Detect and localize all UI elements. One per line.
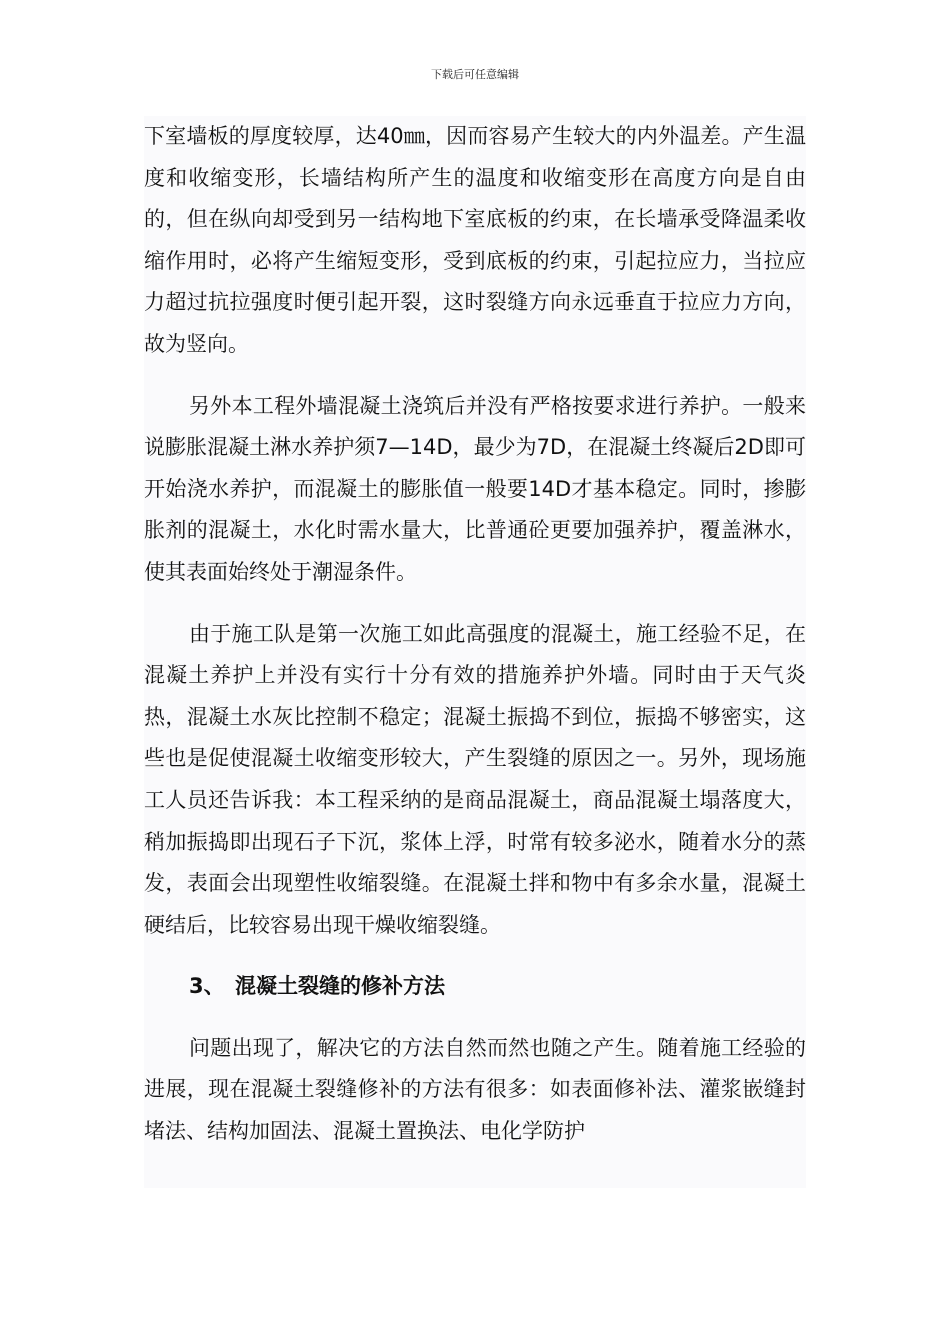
document-body	[144, 116, 806, 1188]
section-heading	[144, 966, 806, 1008]
section-title: 混凝土裂缝的修补方法	[235, 974, 445, 999]
page-header: 下载后可任意编辑	[431, 68, 519, 81]
paragraph-curing: 另外本工程外墙混凝土浇筑后并没有严格按要求进行养护。一般来说膨胀混凝土淋水养护须7—14D，最少为7D，在混凝土终凝后2D即可开始浇水养护，而混凝土的膨胀值一般要14D才基本稳定。同时，掺膨胀剂的混凝土，水化时需水量大，比普通砼更要加强养护，覆盖淋水，使其表面始终处于潮湿条件。	[144, 393, 806, 584]
paragraph-repair-methods: 问题出现了，解决它的方法自然而然也随之产生。随着施工经验的进展，现在混凝土裂缝修补的方法有很多：如表面修补法、灌浆嵌缝封堵法、结构加固法、混凝土置换法、电化学防护	[144, 1035, 806, 1144]
paragraph-construction-team: 由于施工队是第一次施工如此高强度的混凝土，施工经验不足，在混凝土养护上并没有实行十分有效的措施养护外墙。同时由于天气炎热，混凝土水灰比控制不稳定；混凝土振捣不到位，振捣不够密实，这些也是促使混凝土收缩变形较大，产生裂缝的原因之一。另外，现场施工人员还告诉我：本工程采纳的是商品混凝土，商品混凝土塌落度大，稍加振捣即出现石子下沉，浆体上浮，时常有较多泌水，随着水分的蒸发，表面会出现塑性收缩裂缝。在混凝土拌和物中有多余水量，混凝土硬结后，比较容易出现干燥收缩裂缝。	[144, 621, 806, 937]
section-number: 3、	[189, 974, 225, 999]
paragraph-wall-cracks: 下室墙板的厚度较厚，达40㎜，因而容易产生较大的内外温差。产生温度和收缩变形，长墙结构所产生的温度和收缩变形在高度方向是自由的，但在纵向却受到另一结构地下室底板的约束，在长墙承受降温柔收缩作用时，必将产生缩短变形，受到底板的约束，引起拉应力，当拉应力超过抗拉强度时便引起开裂，这时裂缝方向永远垂直于拉应力方向，故为竖向。	[144, 124, 806, 356]
